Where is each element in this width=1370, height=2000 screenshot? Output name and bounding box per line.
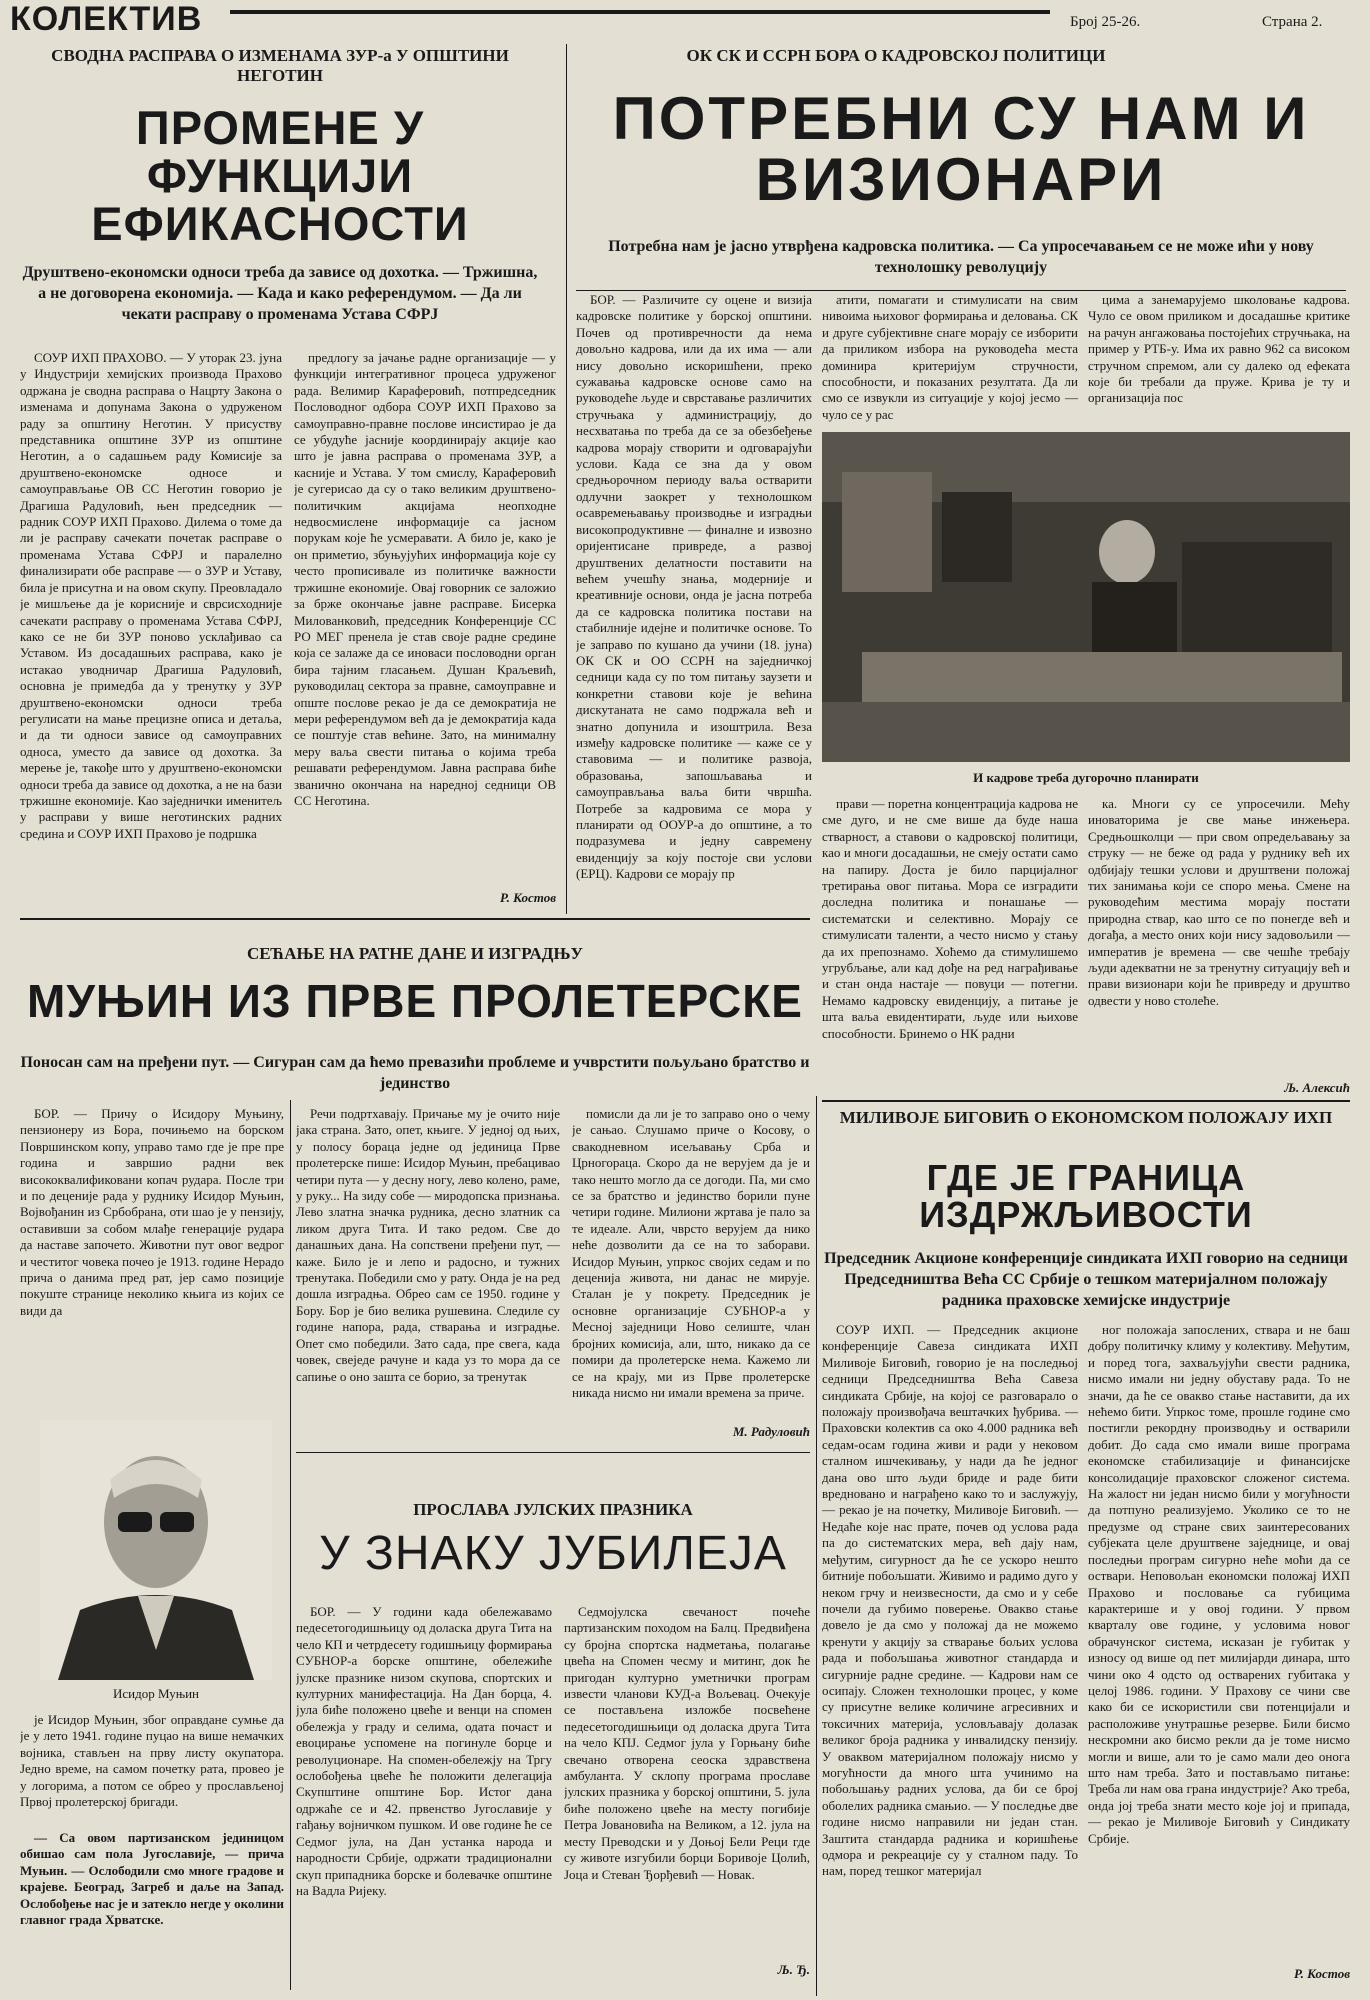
- article1-signature: Р. Костов: [500, 890, 556, 905]
- article3-column-1c: — Са овом партизанском јединицом обишао сам пола Југославије, — прича Муњин. — Ослободили смо многе градове и крајеве. Београд, Загреб и даље на Запад. Ослобођење нас је и затекло негде у околини главног града Хрватске.: [20, 1830, 284, 1928]
- article5-top-rule: [822, 1100, 1350, 1102]
- article2-column-2: атити, помагати и стимулисати на свим нивоима њиховог формирања и деловања. СК и друге субјективне снаге морају се изборити да приликом избора на руководећа места доминира критеријум стручности, способности, и показаних резултата. Да ли смо се извукли из ситуације у којој јесмо — чуло се у рас: [822, 292, 1078, 422]
- article2-photo-caption: И кадрове треба дугорочно планирати: [973, 770, 1199, 785]
- article1-headline: ПРОМЕНЕ У ФУНКЦИЈИ ЕФИКАСНОСТИ: [91, 101, 469, 250]
- page-number: Страна 2.: [1262, 14, 1323, 30]
- article2-headline: ПОТРЕБНИ СУ НАМ И ВИЗИОНАРИ: [612, 85, 1310, 214]
- article1-column-1: СОУР ИХП ПРАХОВО. — У уторак 23. јуна у Индустрији хемијских производа Прахово одржана је сводна расправа о Нацрту Закона о изменама и допунама Закона о удруженом раду за општину Неготин. У присуству представника општине ЗУР из општине Неготин, а о садашњем раду Комисије за друштвено-економске односе и самоуправљање ОВ СС Неготин говорио је Драгиша Радуловић, њен председник — радник СОУР ИХП Прахово. Дилема о томе да ли је расправу сачекати почетак расправе о променама Устава СФРЈ и паралелно финализирати обе расправе — о ЗУР и Уставу, била је присутна и на овом скупу. Преовладало је мишљење да је корисније и сврсисходније сачекати расправу о променама Устава СФРЈ, како се не би ЗУР поново усклађивао са Уставом. Из досадашњих расправа, како је истакао уводничар Драгиша Радуловић, основна је примедба да у тренутку у ЗУР друштвено-економски односи треба регулисати на мање прецизне описа и детаља, и да ти односи зависе од самоуправних односа, уместо да зависе од дохотка. За мерење је, такође што у друштвено-економски односи треба да зависе од дохотка, а не на бази тржишне економије. Као заједнички именитељ у расправи у више неготинских радних средина и СОУР ИХП Прахово је подршка: [20, 350, 282, 841]
- article3-column-1b: је Исидор Муњин, због оправдане сумње да је у лето 1941. године пуцао на више немачких војника, стављен на прву листу окупатора. Једно време, на самом почетку рата, провео је у логорима, а потом се обрео у прослављеној Првој пролетерској бригади.: [20, 1712, 284, 1810]
- section-divider: [20, 918, 810, 920]
- column-divider-2: [290, 1100, 291, 1990]
- article5-signature: Р. Костов: [1294, 1966, 1350, 1981]
- workshop-photo-image: [822, 432, 1350, 762]
- column-divider: [566, 44, 567, 914]
- article4-column-1: БОР. — У години када обележавамо педесетогодишњицу од доласка друга Тита на чело КП и четрдесету годишњицу формирања СУБНОР-а борске општине, обележиће јулске празнике низом скупова, спортских и културних манифестација. На Дан борца, 4. јула биће положено цвеће и венци на спомен обележја у граду и селима, одата почаст и евоцирање успомене на погинуле борце и револуционаре. На спомен-обележју на Тргу ослобођења цвеће ће положити делегација Скупштине општине Бор. Истог дана одржаће се и 42. првенство Југославије у гађању војничком пушком. И ове године ће се Седмог јула, на Дан устанка народа и народности Србије, одржати традиционални скуп припадника борске и болевачке општине на Вадла Ријеку.: [296, 1604, 552, 1898]
- article2-deck: Потребна нам је јасно утврђена кадровска политика. — Са упросечавањем се не може ићи у нову технолошку револуцију: [608, 238, 1314, 276]
- article3-headline: МУЊИН ИЗ ПРВЕ ПРОЛЕТЕРСКЕ: [27, 975, 803, 1027]
- portrait-caption: Исидор Муњин: [112, 1686, 200, 1701]
- masthead-rule: [230, 10, 1050, 14]
- article4-top-rule: [296, 1452, 810, 1453]
- article5-headline: ГДЕ ЈЕ ГРАНИЦА ИЗДРЖЉИВОСТИ: [919, 1157, 1253, 1235]
- article4-column-2: Седмојулска свечаност почеће партизанским походом на Балц. Предвиђена су бројна спортска надметања, полагање цвећа на Спомен чесму и митинг, док ће пригодан културно уметнички програм извести чланови КУД-а Вољевац. Очекује се постављена изложбе посвећене педесетогодишњици од доласка друга Тита на чело КПЈ. Седмог јула у Горњану биће свечано отворена сеоска здравствена амбуланта. У склопу програма прославе јулских празника у борској општини, 5. јула биће положено цвеће на месту погибије Петра Јовановића на Великом, а 12. јула на месту Преводски и у Доњој Бели Реци где су животе изгубили борци Боривоје Цолић, Јоца и Стеван Ђорђевић — Новак.: [564, 1604, 810, 1882]
- article4-kicker: ПРОСЛАВА ЈУЛСКИХ ПРАЗНИКА: [413, 1500, 693, 1519]
- issue-number: Број 25-26.: [1070, 14, 1141, 30]
- article3-column-2: Речи подртхавају. Причање му је очито није јака страна. Зато, опет, књиге. У једној од њих, у полосу бораца једне од јединица Прве пролетерске пише: Исидор Муњин, пребацивао четири пута — у десну ногу, лево колено, раме, у руку... На зиду собе — миродопска признања. Лево златна значка рудника, десно златник са ликом друга Тита. И тако редом. Све до данашњих дана. На сопствени пређени пут, — каже. Било је и лепо и радосно, и тужних тренутака. Победили смо у рату. Онда је на ред дошла изградња. Обрео сам се 1950. године у Бору. Бор је био велика рушевина. Следиле су године напора, рада, стварања и изградње. Опет смо победили. Зато сада, пре свега, када човек, свеједе рачуне и када уз то мора да се сапиње о оно зашта се борио, за тренутак: [296, 1106, 560, 1384]
- article1-deck: Друштвено-економски односи треба да зависе од дохотка. — Тржишна, а не договорена економија. — Када и како референдумом. — Да ли чекати расправу о променама Устава СФРЈ: [22, 264, 538, 323]
- article3-kicker: СЕЋАЊЕ НА РАТНЕ ДАНЕ И ИЗГРАДЊУ: [247, 944, 583, 963]
- article3-signature: М. Радуловић: [732, 1424, 810, 1439]
- article1-column-2: предлогу за јачање радне организације — у функцији интегративног процеса удруженог рада. Велимир Караферовић, потпредседник Пословодног одбора СОУР ИХП Прахово за самоуправно-правне послове инсистирао је да се убудуће јасније координирају акције као што је јавна расправа о променама ЗУР, а касније и Устава. У том смислу, Караферовић је сугерисао да су о тако великим друштвено-политичким акцијама неопходне недвосмислене информације са јасном порукам које ће усмеравати. А било је, како је он приметио, збуњујућих информација које су често прописивале из политичке важности тржишне економије. Овај говорник се заложио за брже окончање јавне расправе. Бисерка Милованковић, председник Конференције СС РО МЕГ пренела је став своје радне средине која се залаже да се иноваси пословодни орган бира тајним гласањем. Душан Краљевић, руководилац сектора за правне, самоуправне и опште послове рекао је да се демократија не мери референдумом већ да је демократија када се поштује став већине. Зато, на минималну меру ваља свести питања о којима треба решавати референдумом. Јавна расправа биће званично окончана на наредној седници ОВ СС Неготина.: [294, 350, 556, 808]
- article2-column-5: ка. Многи су се упросечили. Мећу иноваторима је све мање инжењера. Средњошколци — при свом опредељавању за струку — не беже од рада у руднику већ их одбијају тешки услови и друштвени положај тих занимања који се споро мења. Смене на руководећим местима морају постати природна ствар, као што се по понегде већ и догађа, а место оних који нису задовољили — императив је времена — све чешће требају људи адекватни не за тренутну ситуацију већ и прави визионари који ће привреду и друштво одвести у ново столеће.: [1088, 796, 1350, 1008]
- article2-signature: Љ. Алексић: [1284, 1080, 1350, 1095]
- portrait-image: [40, 1420, 272, 1680]
- article5-kicker: МИЛИВОЈЕ БИГОВИЋ О ЕКОНОМСКОМ ПОЛОЖАЈУ ИХП: [839, 1108, 1333, 1127]
- article4-headline: У ЗНАКУ ЈУБИЛЕЈА: [319, 1527, 787, 1580]
- article3-column-1: БОР. — Причу о Исидору Муњину, пензионеру из Бора, почињемо на борском Површинском копу, управо тамо где је пре пре година и завршио радни век висококвалификовани копач рудара. После три и по деценије рада у руднику Исидор Муњин, Војвођанин из Србобрана, оти шао је у пензију, оставивши за собом млађе генерације рудара да наставе започето. Животни пут овог ведрог и честитог човека почео је 1913. године Нерадо прича о данима пред рат, јер само позиције покуште странице неколико књига из којих се види да: [20, 1106, 284, 1318]
- article2-kicker: ОК СК И ССРН БОРА О КАДРОВСКОЈ ПОЛИТИЦИ: [686, 46, 1106, 65]
- article3-column-3: помисли да ли је то заправо оно о чему је сањао. Слушамо приче о Косову, о свакодневном исељавању Срба и Црногораца. Скоро да не верујем да је и тако нешто могло да се догоди. Па, ми смо се за братство и јединство борили пуне четири године. Милиони жртава је пало за те идеале. Али, чврсто верујем да нико неће дозволити да се на то заборави. Исидор Муњин, упркос својих седам и по деценија живота, ни данас не мирује. Сталан је у покрету. Председник је основне организације СУБНОР-а у Месној заједници Ново селиште, члан бројних комисија, али, што, никако да се помири да пролетерске нема. Кажемо ли се на крају, ми из Прве пролетерске никада нисмо ни имали времена за приче.: [572, 1106, 810, 1400]
- article5-column-2: ног положаја запослених, ствара и не баш добру политичку климу у колективу. Међутим, и поред тога, захваљујући свести радника, нисмо имали ни једну обуставу рада. То не значи, да ће се овакво стање наставити, да их нећемо бити. Упркос томе, прошле године смо постигли рекордну производњу и остварили добит. До сада смо имали више програма економске стабилизације и финансијске консолидације праховског сложеног система. На жалост ни један нисмо били у могућности да потпуно реализујемо. Уколико се то не предузме од стране свих заинтересованих субјеката целе друштвене заједнице, и овај последњи програм сигурно неће моћи да се оствари. Неповољан економски положај ИХП Прахово и пословање са губицима карактерише и у овој години. У првом кварталу ове године, у условима новог обрачунског система, исказан је губитак у износу од више од пет милијарди динара, што чини око 4 одсто од остварених губитака у целој 1986. години. У Прахову се чини све како би се искористили сви потенцијали и расположиве унутрашње резерве. Били бисмо нескромни ако бисмо рекли да је томе нисмо могли и више, али то је само мали део онога што нам треба. Зато и постављамо питање: Треба ли нам ова грана индустрије? Ако треба, онда јој треба знати место које јој и припада, — рекао је Миливоје Биговић у Синдикату Србије.: [1088, 1322, 1350, 1846]
- portrait-photo: [40, 1420, 272, 1680]
- article2-column-4: прави — поретна концентрација кадрова не сме дуго, и не сме више да буде наша стварност, а ставови о кадровској политици, као и многи досадашњи, не смеју остати само на папиру. Доста је било парцијалног третирања овог питања. Мора се изградити доследна политика и понашање — систематски и селективно. Морају се стимулисати таленти, а често нисмо у стању да их препознамо. Хоћемо да стимулишемо угрубљање, али кад дође на ред награђивање и стан онда настаје — повуци — потегни. Немамо кадровску евиденцију, а питање је шта ваља евидентирати, људе или њихове способности. Бринемо о НК радни: [822, 796, 1078, 1041]
- article5-column-1: СОУР ИХП. — Председник акционе конференције Савеза синдиката ИХП Миливоје Биговић, говорио је на последњој седници Председништва Већа Савеза синдиката Србије, на којој се разговарало о положају произвођача вештачких ђубрива. — Праховски колектив са око 4.000 радника већ седам-осам година живи и ради у нековом сталном ишчекивању, у нади да ће једног дана ово што људи бриде и раде бити вредновано и награђено како то и заслужују, — рекао је на почетку, Миливоје Биговић. — Недаће које нас прате, почев од услова рада па до систематских мера, већ дају нам, међутим, сигурност да ће се ускоро нешто битније побољшати. Живимо и радимо дуго у неком грчу и неизвесности, да смо и у себе почели да губимо поверење. Овакво стање довело је да смо у положај да не можемо кренути у акцију за стварање бољих услова рада и побољшања животног стандарда и сигурније радне средине. — Кадрови нам се осипају. Сложен технолошки процес, у коме су присутне велике количине агресивних и токсичних материја, условљавају долазак великог броја радника у инвалидску пензију. У оваквом материјалном положају нисмо у могућности да много шта учинимо на побољшању радних услова, да би се број оболелих радника смањио. — У последње две године нисмо направили ни један стан. Заштита стандарда радника и коришћење одмора и рекреације су у сталном паду. То нам, поред тешког материјал: [822, 1322, 1078, 1879]
- article3-deck: Поносан сам на пређени пут. — Сигуран сам да ћемо превазићи проблеме и учврстити пољуљано братство и јединство: [20, 1054, 810, 1092]
- article2-column-1: БОР. — Различите су оцене и визија кадровске политике у борској општини. Почев од противречности да нема довољно кадрова, или да их има — али нису довољно искоришћени, преко сужавања кадровске основе само на руководеће људе и сврставање различитих стручњака у администрацију, до несхватања по треба да се за обезбеђење кадрова морају створити и одговарајући услови. Када се зна да у овом средњорочном периоду ваља остварити одлучни заокрет у технолошком осавремењавању производње и изградњи високопродуктивне — финалне и извозно оријентисане привреде, а развој друштвених делатности поставити на већем учешћу знања, модерније и креативније основи, онда је јасна потреба да се кадровска политика постави на стабилније идејне и политичке основе. То је заправо по кушано да учини (18. јуна) ОК СК и ОО ССРН на заједничкој седници када су по том питању заузети и конкретни ставови које је већина дискутаната не само подржала већ и знатно допунила и изоштрила. Веза између кадровске политике — каже се у ставовима — и политике развоја, образовања, запошљавања и самоуправљања ваља бити чвршћа. Потребе за кадровима се мора у планирати од ООУР-а до општине, а то подразумева и једну савремену евиденцију за коју постоје сви услови (ЕРЦ). Кадрови се морају пр: [576, 292, 812, 882]
- column-divider-3: [816, 1096, 817, 1996]
- article2-deck-rule: [576, 290, 1346, 291]
- article2-photo: [822, 432, 1350, 762]
- article2-column-3: цима а занемарујемо школовање кадрова. Чуло се овом приликом и досадашње критике на рачун ангажовања постојећих стручњака, на пример у РТБ-у. Има их равно 962 са високом стручном спремом, али су далеко од ефеката које би требали да пруже. Крива је ту и организација пос: [1088, 292, 1350, 406]
- masthead-title: КОЛЕКТИВ: [10, 0, 203, 38]
- article5-deck: Председник Акционе конференције синдиката ИХП говорио на седници Председништва Већа СС Србије о тешком материјалном положају радника праховске хемијске индустрије: [824, 1250, 1348, 1309]
- article1-kicker: СВОДНА РАСПРАВА О ИЗМЕНАМА ЗУР-а У ОПШТИНИ НЕГОТИН: [51, 46, 509, 85]
- article4-signature: Љ. Ђ.: [777, 1962, 810, 1977]
